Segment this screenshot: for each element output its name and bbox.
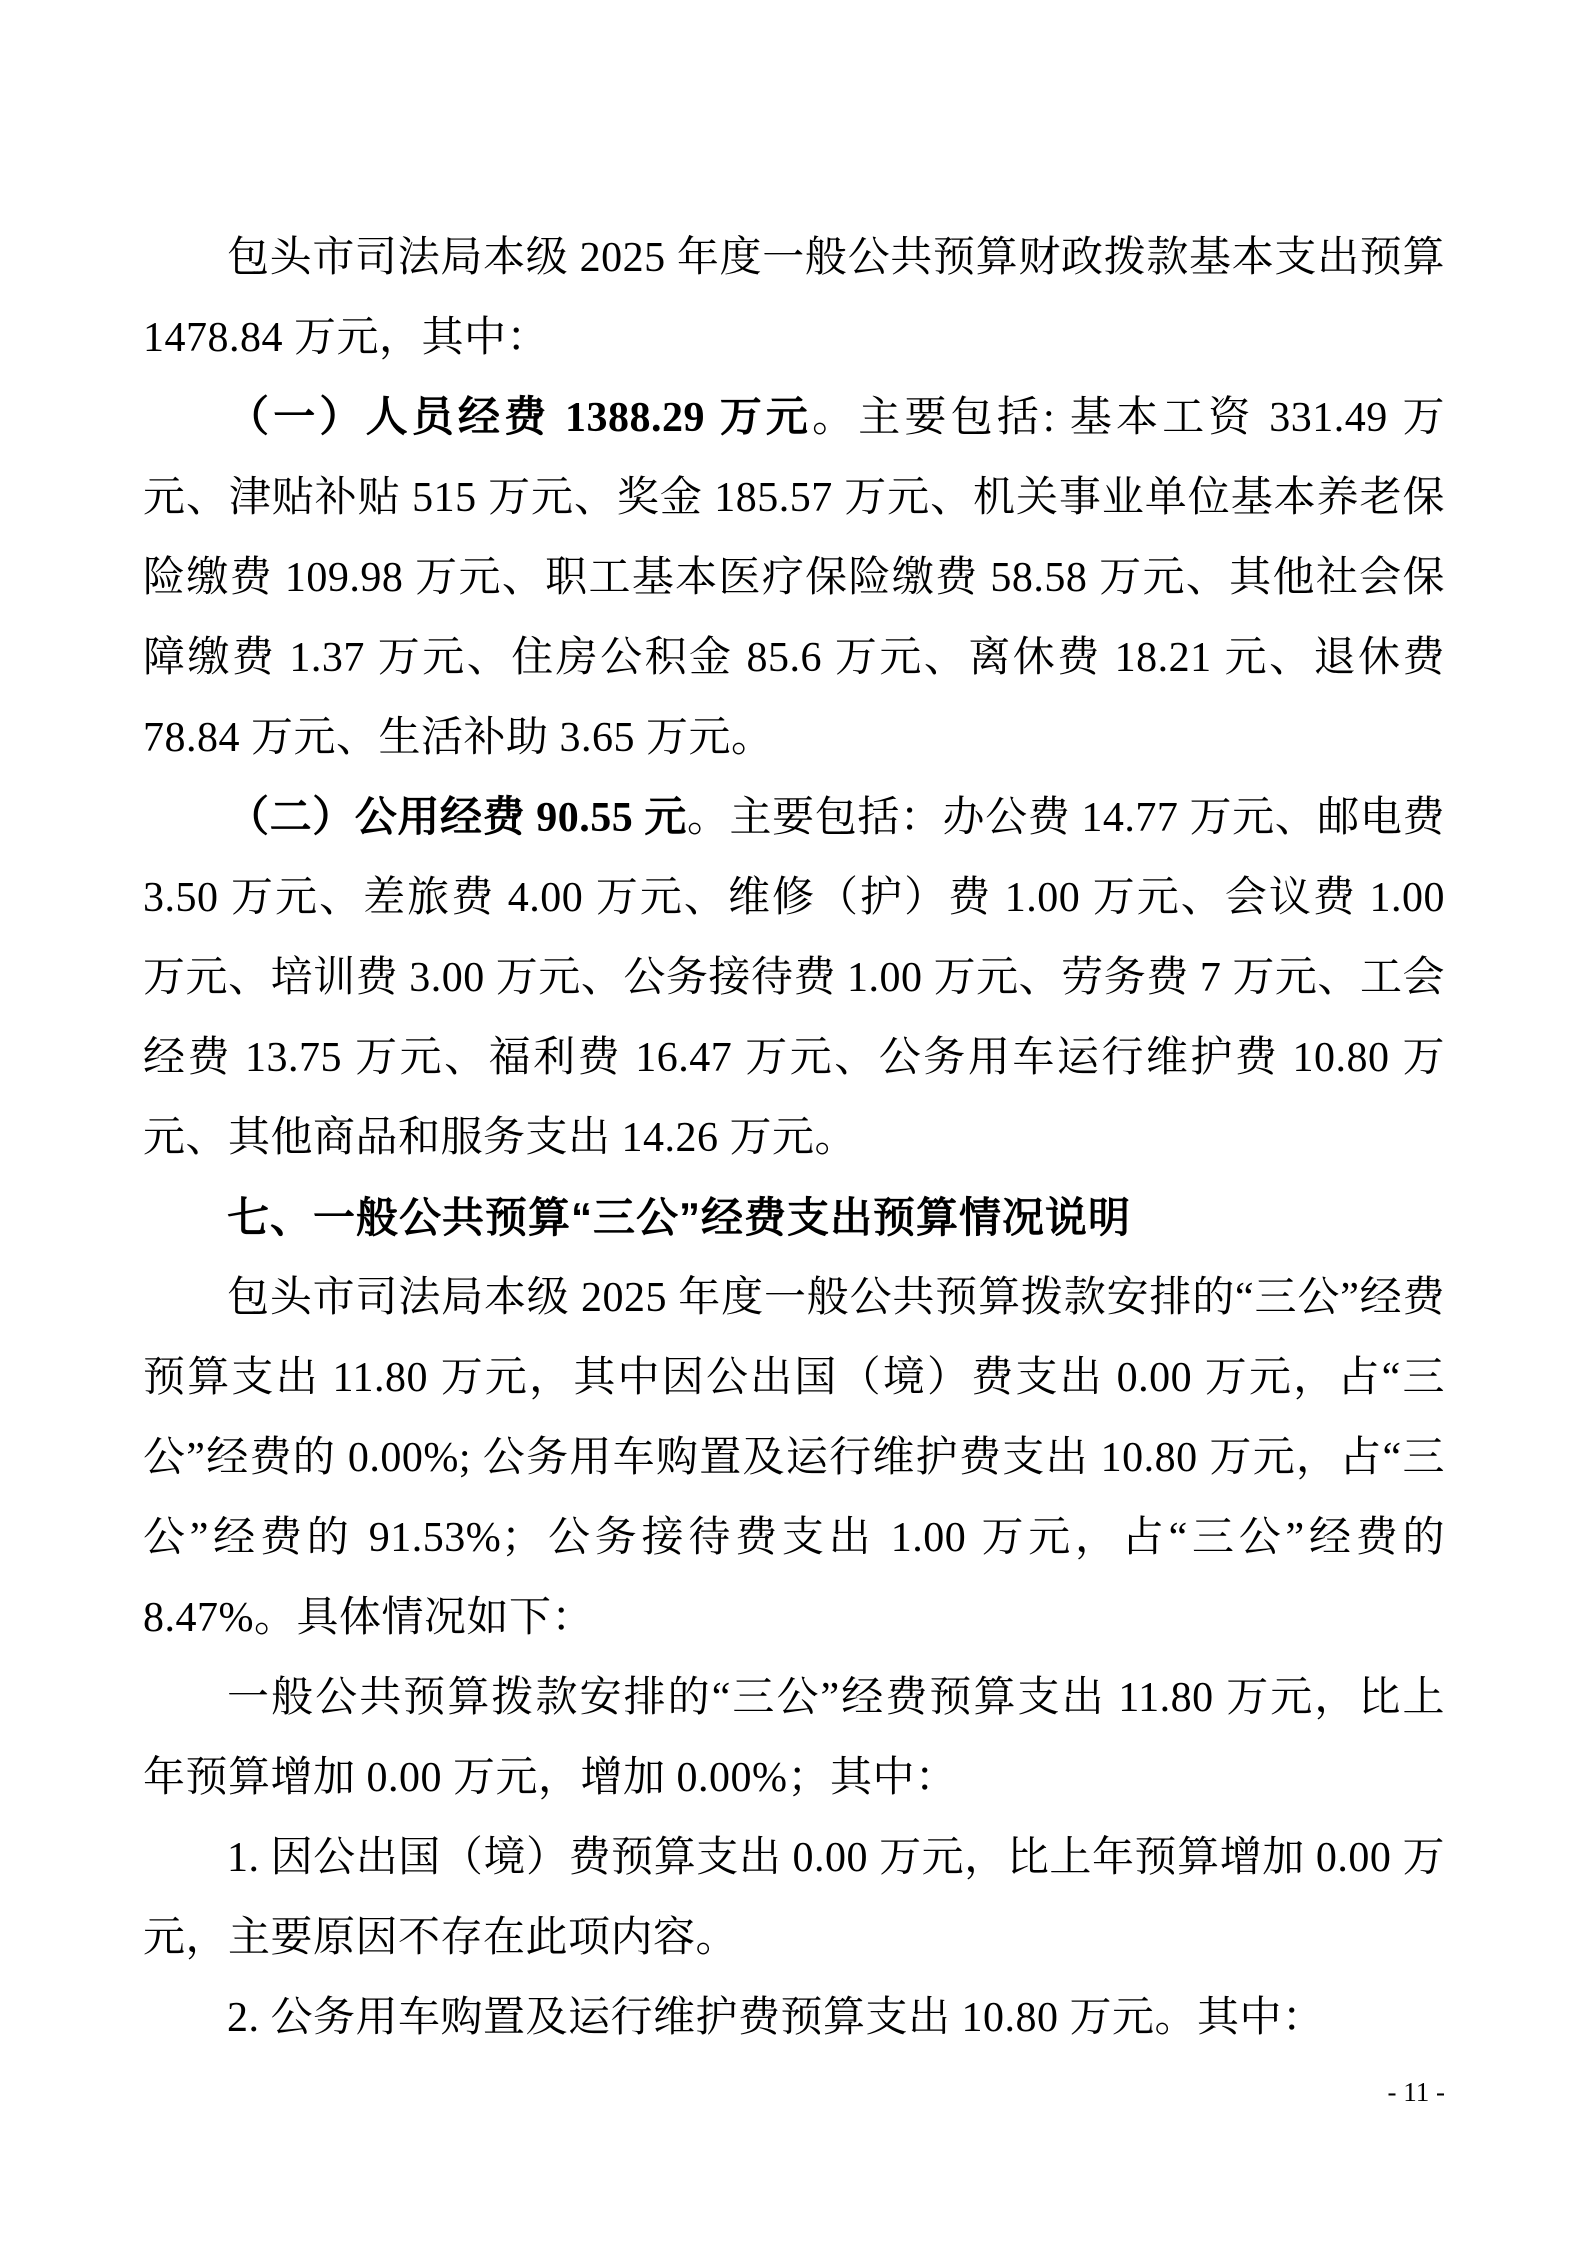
paragraph — [143, 778, 1445, 1178]
document-body — [143, 218, 1445, 2058]
text-run: 包头市司法局本级 2025 年度一般公共预算财政拨款基本支出预算 1478.84 万元，其中： — [143, 235, 1445, 361]
paragraph — [143, 1978, 1445, 2058]
text-run-bold: 七、一般公共预算“三公”经费支出预算情况说明 — [227, 1194, 1132, 1241]
paragraph — [143, 1258, 1445, 1658]
text-run-bold: （一）人员经费 1388.29 万元 — [227, 395, 813, 441]
text-run: 包头市司法局本级 2025 年度一般公共预算拨款安排的“三公”经费预算支出 11.80 万元，其中因公出国（境）费支出 0.00 万元，占“三公”经费的 0.00%; 公务用车购置及运行维护费支出 10.80 万元，占“三公”经费的 91.53%；公务接待费支出 1.00 万元，占“三公”经费的 8.47%。具体情况如下： — [143, 1275, 1445, 1641]
text-run: 。主要包括：办公费 14.77 万元、邮电费 3.50 万元、差旅费 4.00 万元、维修（护）费 1.00 万元、会议费 1.00 万元、培训费 3.00 万元、公务接待费 1.00 万元、劳务费 7 万元、工会经费 13.75 万元、福利费 16.47 万元、公务用车运行维护费 10.80 万元、其他商品和服务支出 14.26 万元。 — [143, 795, 1445, 1161]
section-heading — [143, 1178, 1445, 1258]
paragraph — [143, 218, 1445, 378]
text-run-bold: （二）公用经费 90.55 元 — [227, 795, 687, 841]
paragraph — [143, 1818, 1445, 1978]
text-run: 一般公共预算拨款安排的“三公”经费预算支出 11.80 万元，比上年预算增加 0.00 万元，增加 0.00%；其中： — [143, 1675, 1445, 1801]
page-number: - 11 - — [1387, 2077, 1445, 2107]
text-run: 2. 公务用车购置及运行维护费预算支出 10.80 万元。其中： — [227, 1995, 1325, 2041]
text-run: 1. 因公出国（境）费预算支出 0.00 万元，比上年预算增加 0.00 万元，主要原因不存在此项内容。 — [143, 1835, 1445, 1961]
paragraph — [143, 1658, 1445, 1818]
text-run: 。主要包括: 基本工资 331.49 万元、津贴补贴 515 万元、奖金 185.57 万元、机关事业单位基本养老保险缴费 109.98 万元、职工基本医疗保险缴费 58.58 万元、其他社会保障缴费 1.37 万元、住房公积金 85.6 万元、离休费 18.21 元、退休费 78.84 万元、生活补助 3.65 万元。 — [143, 395, 1445, 761]
paragraph — [143, 378, 1445, 778]
